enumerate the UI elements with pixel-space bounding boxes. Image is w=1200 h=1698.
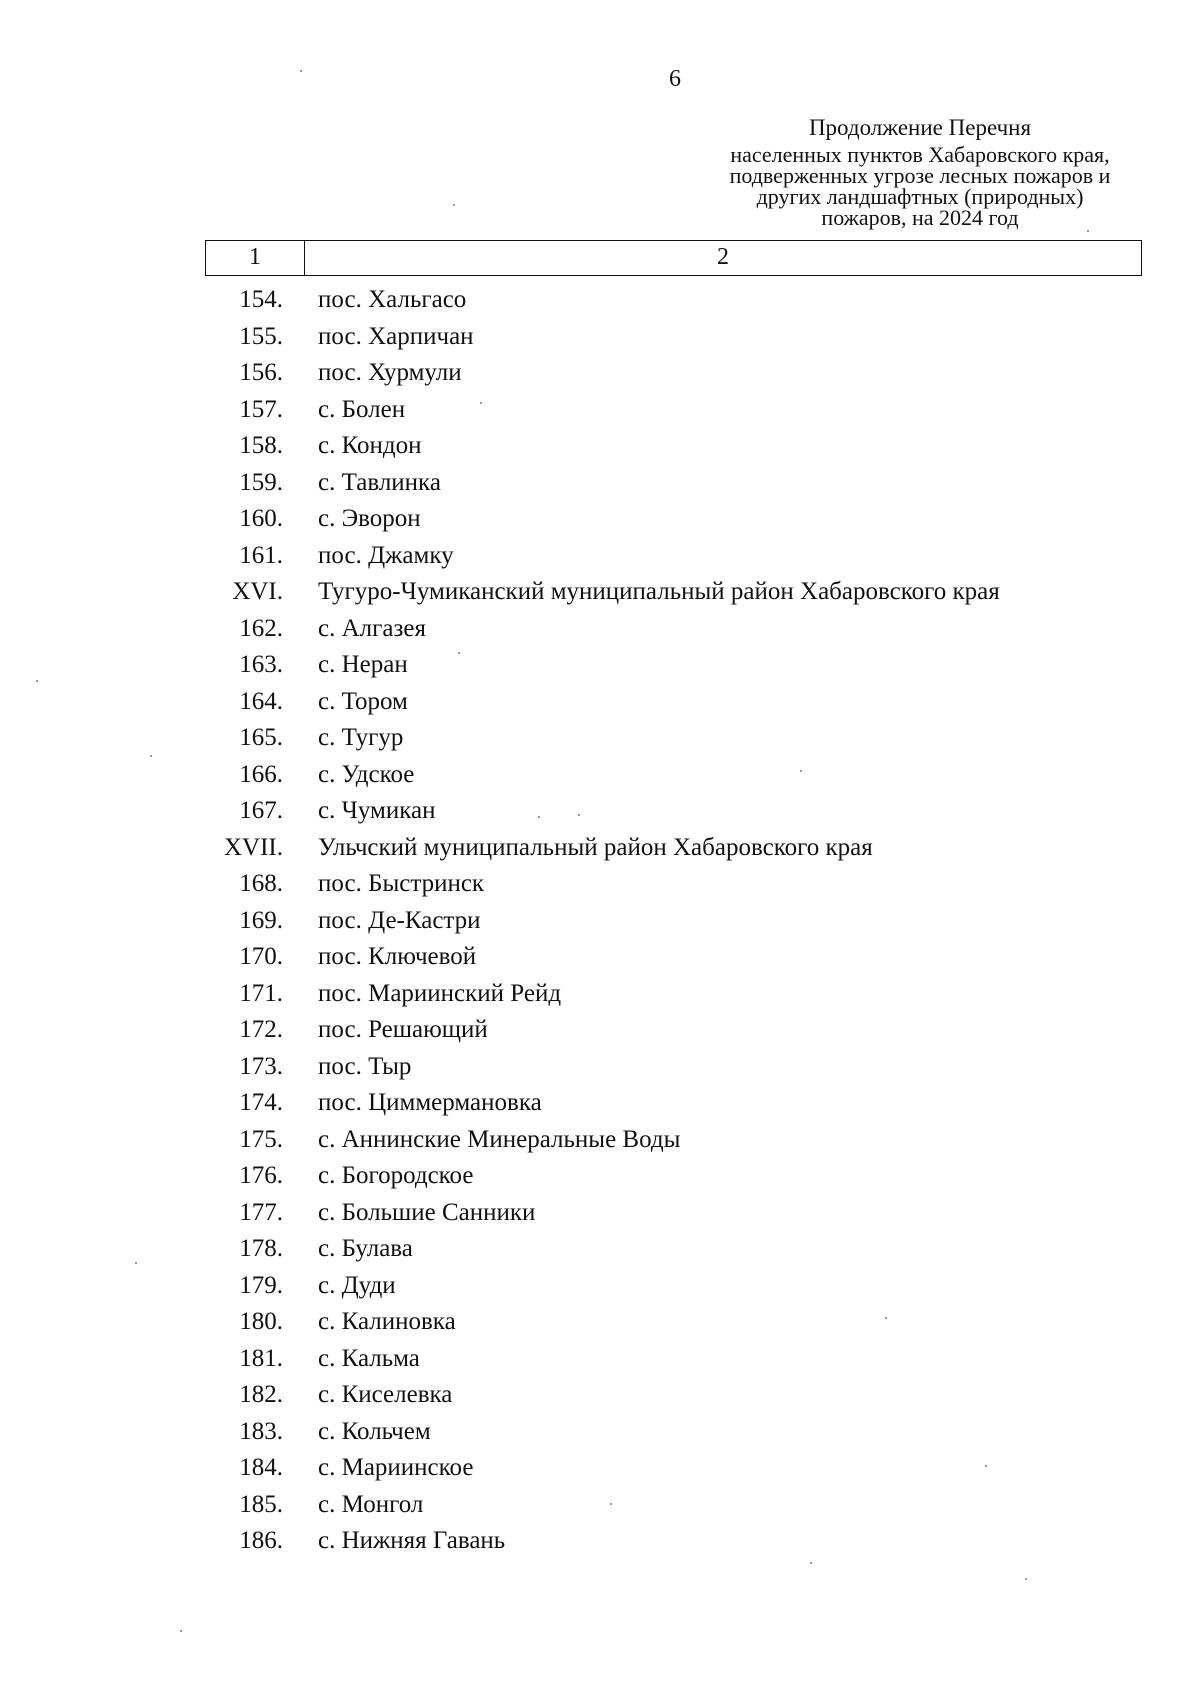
row-settlement-name: пос. Де-Кастри [318, 906, 481, 934]
row-number: 155. [239, 322, 283, 350]
row-number: 182. [239, 1381, 283, 1409]
row-settlement-name: пос. Решающий [318, 1016, 488, 1044]
table-row [205, 538, 1142, 575]
row-number: 173. [239, 1052, 283, 1080]
row-settlement-name: пос. Мариинский Рейд [318, 979, 562, 1007]
header-line: пожаров, на 2024 год [821, 205, 1019, 230]
column-number-header: 1 [206, 241, 305, 275]
row-settlement-name: с. Эворон [318, 505, 421, 533]
scan-speck [578, 814, 580, 816]
row-number: 181. [239, 1344, 283, 1372]
table-row [205, 428, 1142, 465]
row-number: 183. [239, 1417, 283, 1445]
row-number: XVII. [223, 833, 283, 861]
row-settlement-name: с. Монгол [318, 1490, 424, 1518]
row-settlement-name: с. Кальма [318, 1344, 420, 1372]
table-row [205, 939, 1142, 976]
settlement-list [205, 282, 1142, 1560]
scan-speck [300, 70, 302, 72]
table-row [205, 866, 1142, 903]
row-settlement-name: пос. Циммермановка [318, 1089, 542, 1117]
table-row [205, 1231, 1142, 1268]
table-row [205, 355, 1142, 392]
row-number: 161. [239, 541, 283, 569]
row-settlement-name: пос. Тыр [318, 1052, 412, 1080]
row-number: 178. [239, 1235, 283, 1263]
table-row [205, 1414, 1142, 1451]
row-settlement-name: с. Большие Санники [318, 1198, 536, 1226]
table-row [205, 1158, 1142, 1195]
table-column-header [205, 240, 1142, 276]
table-row [205, 1012, 1142, 1049]
row-settlement-name: с. Дуди [318, 1271, 396, 1299]
row-settlement-name: с. Киселевка [318, 1381, 453, 1409]
row-settlement-name: Ульчский муниципальный район Хабаровского края [318, 833, 873, 861]
row-number: 185. [239, 1490, 283, 1518]
row-settlement-name: с. Булава [318, 1235, 413, 1263]
table-row [205, 1341, 1142, 1378]
table-row [205, 1049, 1142, 1086]
row-number: 186. [239, 1527, 283, 1555]
row-number: 154. [239, 286, 283, 314]
table-row [205, 903, 1142, 940]
row-number: 176. [239, 1162, 283, 1190]
row-number: 180. [239, 1308, 283, 1336]
row-number: XVI. [232, 578, 283, 606]
row-number: 157. [239, 395, 283, 423]
row-settlement-name: с. Мариинское [318, 1454, 474, 1482]
row-number: 158. [239, 432, 283, 460]
row-number: 159. [239, 468, 283, 496]
table-row [205, 1523, 1142, 1560]
row-settlement-name: с. Алгазея [318, 614, 426, 642]
table-row [205, 1377, 1142, 1414]
scan-speck [885, 1317, 887, 1319]
row-settlement-name: с. Кольчем [318, 1417, 431, 1445]
scan-speck [538, 816, 540, 818]
row-number: 160. [239, 505, 283, 533]
row-number: 171. [239, 979, 283, 1007]
row-number: 184. [239, 1454, 283, 1482]
row-settlement-name: Тугуро-Чумиканский муниципальный район Хабаровского края [318, 578, 1000, 606]
row-settlement-name: с. Аннинские Минеральные Воды [318, 1125, 681, 1153]
table-row [205, 1268, 1142, 1305]
row-settlement-name: с. Кондон [318, 432, 422, 460]
row-number: 166. [239, 760, 283, 788]
row-settlement-name: с. Чумикан [318, 797, 436, 825]
table-row [205, 1195, 1142, 1232]
scan-speck [180, 1630, 182, 1632]
document-header [700, 117, 1140, 228]
row-number: 164. [239, 687, 283, 715]
table-row [205, 1122, 1142, 1159]
row-number: 156. [239, 359, 283, 387]
row-settlement-name: пос. Хурмули [318, 359, 462, 387]
table-row [205, 684, 1142, 721]
row-settlement-name: пос. Харпичан [318, 322, 474, 350]
table-row [205, 574, 1142, 611]
scan-speck [458, 652, 460, 654]
header-line: подверженных угрозе лесных пожаров и [729, 163, 1111, 188]
row-number: 177. [239, 1198, 283, 1226]
header-line: других ландшафтных (природных) [756, 184, 1084, 209]
row-settlement-name: с. Калиновка [318, 1308, 456, 1336]
row-settlement-name: с. Удское [318, 760, 415, 788]
table-row [205, 319, 1142, 356]
header-line: Продолжение Перечня [808, 115, 1032, 140]
row-settlement-name: пос. Быстринск [318, 870, 485, 898]
row-number: 175. [239, 1125, 283, 1153]
row-settlement-name: с. Богородское [318, 1162, 474, 1190]
row-settlement-name: пос. Хальгасо [318, 286, 467, 314]
scan-speck [150, 755, 152, 757]
page-number: 6 [669, 66, 681, 92]
table-row [205, 1450, 1142, 1487]
row-number: 163. [239, 651, 283, 679]
table-row [205, 282, 1142, 319]
table-row [205, 501, 1142, 538]
header-line: населенных пунктов Хабаровского края, [730, 142, 1110, 167]
row-number: 179. [239, 1271, 283, 1299]
table-row [205, 757, 1142, 794]
table-row [205, 793, 1142, 830]
scan-speck [1025, 1578, 1027, 1580]
table-row [205, 1085, 1142, 1122]
scan-speck [800, 770, 802, 772]
table-row [205, 1487, 1142, 1524]
scan-speck [36, 680, 38, 682]
table-row [205, 647, 1142, 684]
row-settlement-name: с. Тором [318, 687, 408, 715]
row-number: 165. [239, 724, 283, 752]
table-row [205, 611, 1142, 648]
scan-speck [610, 1503, 612, 1505]
table-row [205, 465, 1142, 502]
table-row [205, 976, 1142, 1013]
row-settlement-name: с. Тугур [318, 724, 404, 752]
table-row [205, 720, 1142, 757]
scan-speck [453, 204, 455, 206]
row-number: 168. [239, 870, 283, 898]
row-number: 170. [239, 943, 283, 971]
row-settlement-name: с. Неран [318, 651, 408, 679]
row-settlement-name: с. Нижняя Гавань [318, 1527, 506, 1555]
scan-speck [985, 1465, 987, 1467]
column-name-header: 2 [717, 244, 729, 270]
row-number: 174. [239, 1089, 283, 1117]
row-settlement-name: с. Тавлинка [318, 468, 441, 496]
table-row [205, 1304, 1142, 1341]
row-settlement-name: пос. Ключевой [318, 943, 477, 971]
table-row [205, 830, 1142, 867]
scan-speck [1087, 230, 1089, 232]
row-settlement-name: пос. Джамку [318, 541, 454, 569]
row-number: 167. [239, 797, 283, 825]
row-number: 162. [239, 614, 283, 642]
scan-speck [810, 1562, 812, 1564]
scan-speck [135, 1262, 137, 1264]
row-settlement-name: с. Болен [318, 395, 406, 423]
table-row [205, 392, 1142, 429]
row-number: 169. [239, 906, 283, 934]
scan-speck [480, 402, 482, 404]
row-number: 172. [239, 1016, 283, 1044]
